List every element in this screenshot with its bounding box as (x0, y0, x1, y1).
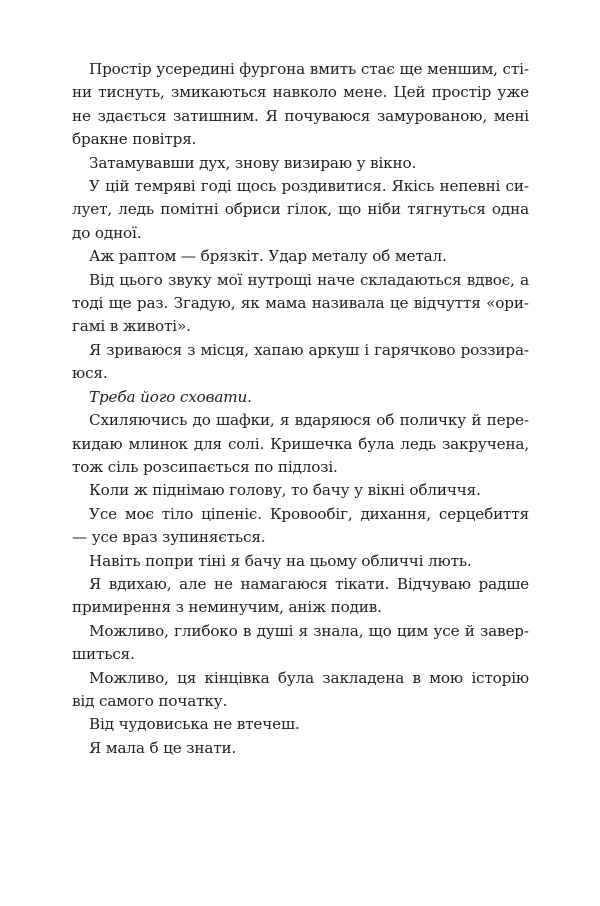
paragraph: Можливо, глибоко в душі я знала, що цим усе й завершиться. (72, 621, 529, 664)
paragraph: Я зриваюся з місця, хапаю аркуш і гарячково роззираюся. (72, 340, 529, 383)
paragraph: Усе моє тіло ціпеніє. Кровообіг, дихання, серцебиття — усе враз зупиняється. (72, 504, 529, 547)
paragraph: Затамувавши дух, знову визираю у вікно. (89, 153, 417, 172)
italic-thought-paragraph: Треба його сховати. (89, 387, 252, 406)
paragraph: Коли ж піднімаю голову, то бачу у вікні обличчя. (89, 481, 481, 500)
paragraph: Навіть попри тіні я бачу на цьому обличчі лють. (89, 551, 472, 570)
paragraph: Аж раптом — брязкіт. Удар металу об метал. (89, 247, 447, 266)
paragraph: Від цього звуку мої нутрощі наче складаються вдвоє, а тоді ще раз. Згадую, як мама називала це відчуття «оригамі в животі». (72, 270, 529, 336)
paragraph: Я мала б це знати. (89, 738, 237, 757)
paragraph: Я вдихаю, але не намагаюся тікати. Відчуваю радше примирення з неминучим, аніж подив. (72, 574, 529, 617)
paragraph: Схиляючись до шафки, я вдаряюся об поличку й перекидаю млинок для солі. Кришечка була ледь закручена, тож сіль розсипається по підлозі. (72, 411, 529, 476)
book-page-text (72, 58, 529, 760)
paragraph: Простір усередині фургона вмить стає ще меншим, стіни тиснуть, змикаються навколо мене. Цей простір уже не здається затишним. Я почуваюся замурованою, мені бракне повітря. (72, 60, 529, 149)
paragraph: Від чудовиська не втечеш. (89, 715, 300, 734)
paragraph: У цій темряві годі щось роздивитися. Якісь непевні силует, ледь помітні обриси гілок, що ніби тягнуться одна до одної. (72, 177, 529, 242)
paragraph: Можливо, ця кінцівка була закладена в мою історію від самого початку. (72, 668, 529, 710)
